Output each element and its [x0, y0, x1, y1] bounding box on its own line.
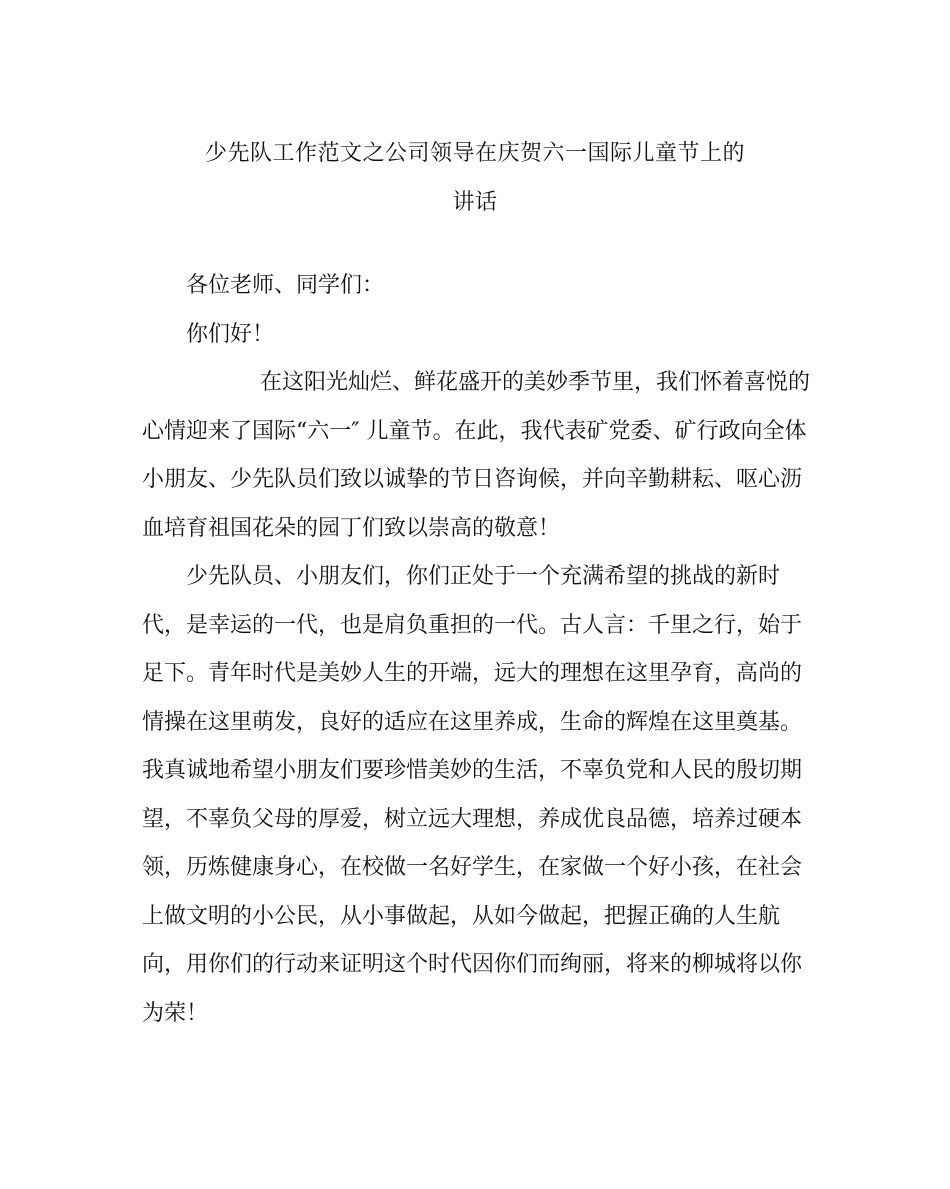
paragraph-1-line: 心情迎来了国际“六一″ 儿童节。在此，我代表矿党委、矿行政向全体 — [142, 418, 807, 444]
paragraph-2-line: 足下。青年时代是美妙人生的开端，远大的理想在这里孕育，高尚的 — [142, 661, 803, 686]
title-line-2: 讲话 — [452, 189, 498, 215]
paragraph-1-line: 血培育祖国花朵的园丁们致以崇高的敬意！ — [142, 515, 561, 541]
paragraph-2-line: 情操在这里萌发，良好的适应在这里养成，生命的辉煌在这里奠基。 — [142, 709, 803, 735]
paragraph-1 — [142, 359, 812, 553]
paragraph-2-line: 为荣！ — [142, 1000, 209, 1026]
paragraph-2-line: 领，历炼健康身心，在校做一名好学生，在家做一个好小孩，在社会 — [142, 855, 803, 880]
paragraph-2-line: 向，用你们的行动来证明这个时代因你们而绚丽，将来的柳城将以你 — [142, 952, 803, 977]
greeting: 各位老师、同学们： — [186, 273, 385, 298]
paragraph-2-line: 代，是幸运的一代，也是肩负重担的一代。古人言：千里之行，始于 — [142, 612, 803, 638]
paragraph-1-line: 在这阳光灿烂、鲜花盛开的美妙季节里，我们怀着喜悦的 — [260, 370, 811, 395]
paragraph-2-line: 我真诚地希望小朋友们要珍惜美妙的生活，不辜负党和人民的殷切期 — [142, 758, 803, 783]
title-line-1: 少先队工作范文之公司领导在庆贺六一国际儿童节上的 — [204, 141, 745, 166]
salutation: 你们好！ — [186, 321, 275, 347]
paragraph-2 — [142, 553, 812, 1038]
document-title — [120, 130, 830, 227]
paragraph-2-line: 望，不辜负父母的厚爱，树立远大理想，养成优良品德，培养过硬本 — [142, 806, 803, 832]
paragraph-2-line: 少先队员、小朋友们，你们正处于一个充满希望的挑战的新时 — [186, 564, 781, 589]
paragraph-2-line: 上做文明的小公民，从小事做起，从如今做起，把握正确的人生航 — [142, 903, 781, 929]
paragraph-1-line: 小朋友、少先队员们致以诚挚的节日咨询候，并向辛勤耕耘、呕心沥 — [142, 467, 803, 492]
document-body — [142, 262, 812, 1038]
